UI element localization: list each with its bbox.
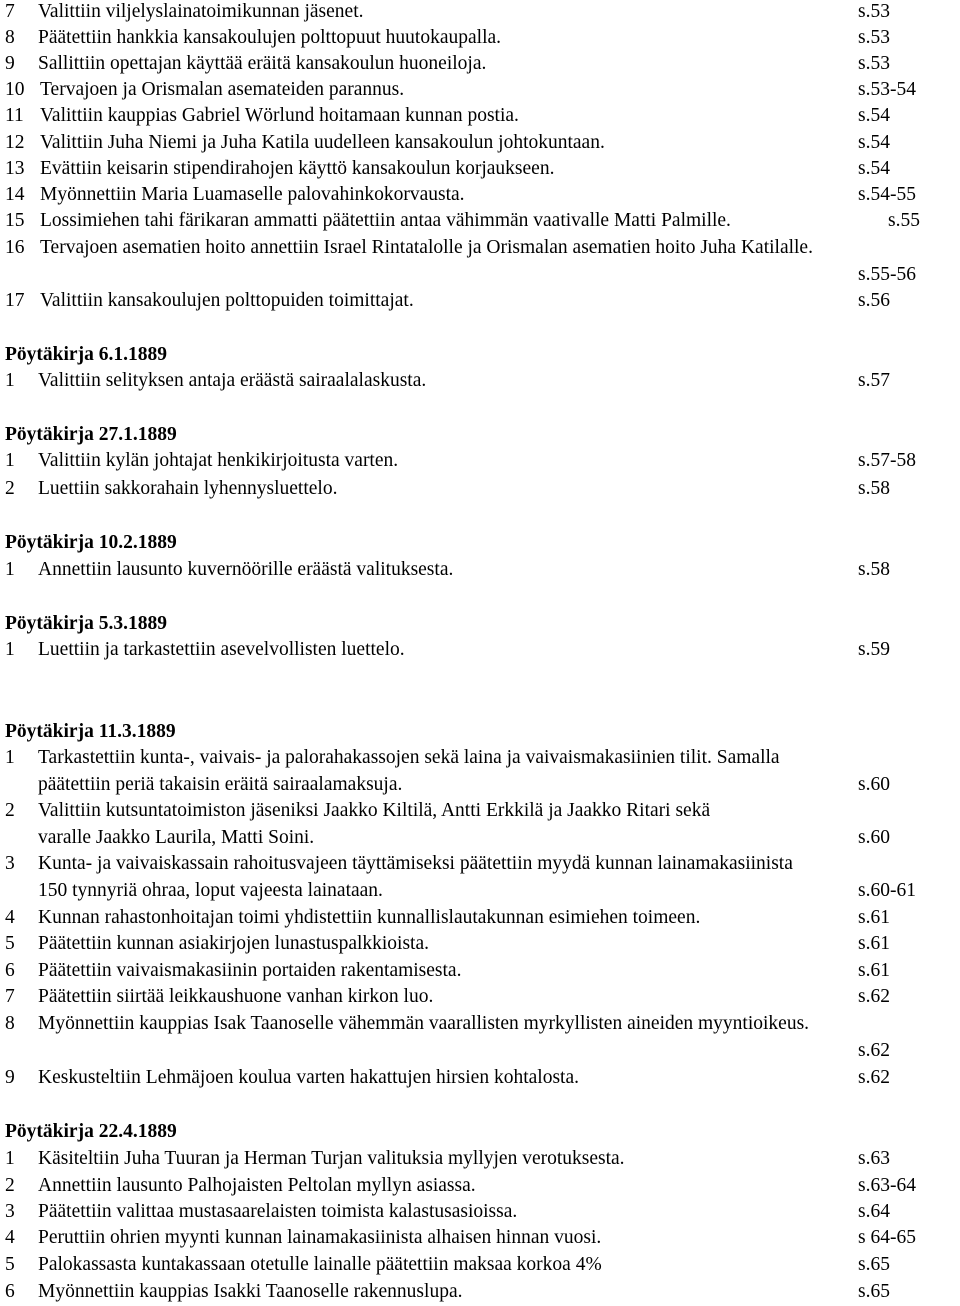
index-entry-continuation [0, 878, 960, 904]
page-reference: s.60 [858, 774, 890, 795]
index-entry-continuation [0, 772, 960, 798]
page-reference: s 64-65 [858, 1227, 916, 1248]
index-entry [0, 557, 960, 583]
entry-text: Tervajoen asematien hoito annettiin Israel Rintatalolle ja Orismalan asematien hoito Juha Katilalle. [40, 237, 813, 258]
entry-text: Palokassasta kuntakassaan otetulle lainalle päätettiin maksaa korkoa 4% [38, 1254, 602, 1275]
entry-text: Valittiin kutsuntatoimiston jäseniksi Jaakko Kiltilä, Antti Erkkilä ja Jaakko Ritari sekä [38, 800, 711, 821]
entry-number: 16 [5, 237, 25, 258]
page-reference: s.60 [858, 827, 890, 848]
index-entry [0, 77, 960, 103]
page-reference: s.62 [858, 1040, 890, 1061]
entry-number: 7 [5, 986, 15, 1007]
entry-text: Valittiin Juha Niemi ja Juha Katila uudelleen kansakoulun johtokuntaan. [40, 132, 605, 153]
page-reference: s.62 [858, 1067, 890, 1088]
index-entry [0, 958, 960, 984]
page-reference: s.61 [858, 907, 890, 928]
index-entry [0, 103, 960, 129]
entry-number: 4 [5, 1227, 15, 1248]
entry-text: Keskusteltiin Lehmäjoen koulua varten hakattujen hirsien kohtalosta. [38, 1067, 579, 1088]
entry-number: 2 [5, 478, 15, 499]
entry-number: 15 [5, 210, 25, 231]
page-reference: s.65 [858, 1281, 890, 1302]
entry-number: 3 [5, 1201, 15, 1222]
index-entry [0, 182, 960, 208]
section-heading-text: Pöytäkirja 11.3.1889 [5, 721, 176, 742]
index-entry [0, 637, 960, 663]
page-reference: s.54 [858, 105, 890, 126]
section-heading-text: Pöytäkirja 5.3.1889 [5, 613, 167, 634]
index-entry [0, 798, 960, 824]
page-reference: s.58 [858, 478, 890, 499]
entry-number: 13 [5, 158, 25, 179]
entry-text: Päätettiin vaivaismakasiinin portaiden rakentamisesta. [38, 960, 462, 981]
page-reference: s.54-55 [858, 184, 916, 205]
index-entry [0, 51, 960, 77]
index-entry [0, 235, 960, 261]
index-entry-continuation [0, 825, 960, 851]
page-reference: s.53 [858, 53, 890, 74]
entry-number: 1 [5, 450, 15, 471]
entry-text: Kunta- ja vaivaiskassain rahoitusvajeen täyttämiseksi päätettiin myydä kunnan lainamakasiinista [38, 853, 793, 874]
page-reference: s.63-64 [858, 1175, 916, 1196]
entry-text: Myönnettiin kauppias Isakki Taanoselle rakennuslupa. [38, 1281, 463, 1302]
entry-number: 1 [5, 639, 15, 660]
page-reference: s.53 [858, 1, 890, 22]
entry-text: Käsiteltiin Juha Tuuran ja Herman Turjan valituksia myllyjen verotuksesta. [38, 1148, 625, 1169]
entry-number: 10 [5, 79, 25, 100]
page-reference: s.62 [858, 986, 890, 1007]
entry-text: Peruttiin ohrien myynti kunnan lainamakasiinista alhaisen hinnan vuosi. [38, 1227, 602, 1248]
entry-number: 2 [5, 800, 15, 821]
index-entry [0, 0, 960, 25]
entry-text: Päätettiin hankkia kansakoulujen polttopuut huutokaupalla. [38, 27, 502, 48]
index-entry [0, 1252, 960, 1278]
index-entry [0, 1279, 960, 1305]
entry-text: Myönnettiin kauppias Isak Taanoselle vähemmän vaarallisten myrkyllisten aineiden myyntioikeus. [38, 1013, 810, 1034]
entry-number: 1 [5, 370, 15, 391]
index-entry-continuation [0, 1038, 960, 1064]
section-heading [0, 1119, 960, 1145]
index-entry [0, 25, 960, 51]
page-reference: s.57 [858, 370, 890, 391]
entry-number: 1 [5, 747, 15, 768]
page-reference: s.55 [888, 210, 920, 231]
entry-text: Valittiin kansakoulujen polttopuiden toimittajat. [40, 290, 414, 311]
page-reference: s.55-56 [858, 264, 916, 285]
page-reference: s.53 [858, 27, 890, 48]
entry-number: 9 [5, 53, 15, 74]
entry-number: 5 [5, 1254, 15, 1275]
entry-text: Myönnettiin Maria Luamaselle palovahinkokorvausta. [40, 184, 465, 205]
section-heading [0, 530, 960, 556]
index-entry [0, 1173, 960, 1199]
entry-number: 8 [5, 1013, 15, 1034]
page-reference: s.60-61 [858, 880, 916, 901]
entry-text: Lossimiehen tahi färikaran ammatti päätettiin antaa vähimmän vaativalle Matti Palmille. [40, 210, 731, 231]
entry-number: 3 [5, 853, 15, 874]
page-reference: s.61 [858, 933, 890, 954]
entry-text: Evättiin keisarin stipendirahojen käyttö kansakoulun korjaukseen. [40, 158, 555, 179]
entry-number: 12 [5, 132, 25, 153]
index-entry [0, 288, 960, 314]
index-entry [0, 931, 960, 957]
entry-text: Kunnan rahastonhoitajan toimi yhdistettiin kunnallislautakunnan esimiehen toimeen. [38, 907, 701, 928]
index-entry [0, 208, 960, 234]
entry-text: Tervajoen ja Orismalan asemateiden parannus. [40, 79, 405, 100]
index-entry [0, 1199, 960, 1225]
section-heading-text: Pöytäkirja 27.1.1889 [5, 424, 177, 445]
page-reference: s.57-58 [858, 450, 916, 471]
entry-number: 2 [5, 1175, 15, 1196]
section-heading [0, 342, 960, 368]
entry-number: 11 [5, 105, 24, 126]
entry-text: Päätettiin kunnan asiakirjojen lunastuspalkkioista. [38, 933, 430, 954]
section-heading [0, 719, 960, 745]
entry-text: Valittiin kylän johtajat henkikirjoitusta varten. [38, 450, 399, 471]
entry-number: 1 [5, 1148, 15, 1169]
index-entry [0, 448, 960, 474]
index-entry [0, 130, 960, 156]
entry-number: 7 [5, 1, 15, 22]
section-heading-text: Pöytäkirja 6.1.1889 [5, 344, 167, 365]
index-entry-continuation [0, 262, 960, 288]
entry-number: 4 [5, 907, 15, 928]
index-entry [0, 745, 960, 771]
entry-text: Valittiin kauppias Gabriel Wörlund hoitamaan kunnan postia. [40, 105, 519, 126]
entry-number: 6 [5, 1281, 15, 1302]
entry-text: Tarkastettiin kunta-, vaivais- ja palorahakassojen sekä laina ja vaivaismakasiinien tilit. Samalla [38, 747, 780, 768]
section-heading-text: Pöytäkirja 10.2.1889 [5, 532, 177, 553]
index-entry [0, 984, 960, 1010]
page-reference: s.65 [858, 1254, 890, 1275]
index-entry [0, 156, 960, 182]
page-reference: s.58 [858, 559, 890, 580]
entry-text: Valittiin viljelyslainatoimikunnan jäsenet. [38, 1, 364, 22]
page-reference: s.64 [858, 1201, 890, 1222]
index-entry [0, 1011, 960, 1037]
entry-text: Päätettiin valittaa mustasaarelaisten toimista kalastusasioissa. [38, 1201, 518, 1222]
entry-text-continued: päätettiin periä takaisin eräitä sairaalamaksuja. [38, 774, 403, 795]
section-heading [0, 611, 960, 637]
entry-number: 8 [5, 27, 15, 48]
page-reference: s.63 [858, 1148, 890, 1169]
index-entry [0, 476, 960, 502]
page-reference: s.59 [858, 639, 890, 660]
entry-text-continued: varalle Jaakko Laurila, Matti Soini. [38, 827, 315, 848]
entry-number: 14 [5, 184, 25, 205]
entry-text: Päätettiin siirtää leikkaushuone vanhan kirkon luo. [38, 986, 434, 1007]
page-reference: s.53-54 [858, 79, 916, 100]
entry-number: 1 [5, 559, 15, 580]
index-entry [0, 1065, 960, 1091]
index-entry [0, 1225, 960, 1251]
page-reference: s.61 [858, 960, 890, 981]
entry-number: 9 [5, 1067, 15, 1088]
section-heading [0, 422, 960, 448]
entry-number: 5 [5, 933, 15, 954]
page-reference: s.54 [858, 132, 890, 153]
entry-text: Luettiin sakkorahain lyhennysluettelo. [38, 478, 338, 499]
index-entry [0, 1146, 960, 1172]
index-entry [0, 905, 960, 931]
page-reference: s.56 [858, 290, 890, 311]
page-reference: s.54 [858, 158, 890, 179]
entry-text: Sallittiin opettajan käyttää eräitä kansakoulun huoneiloja. [38, 53, 487, 74]
entry-text: Annettiin lausunto Palhojaisten Peltolan myllyn asiassa. [38, 1175, 476, 1196]
entry-text: Luettiin ja tarkastettiin asevelvollisten luettelo. [38, 639, 405, 660]
index-entry [0, 851, 960, 877]
entry-text: Annettiin lausunto kuvernöörille eräästä valituksesta. [38, 559, 454, 580]
entry-number: 6 [5, 960, 15, 981]
entry-text-continued: 150 tynnyriä ohraa, loput vajeesta lainataan. [38, 880, 383, 901]
index-entry [0, 368, 960, 394]
section-heading-text: Pöytäkirja 22.4.1889 [5, 1121, 177, 1142]
entry-number: 17 [5, 290, 25, 311]
entry-text: Valittiin selityksen antaja eräästä sairaalalaskusta. [38, 370, 427, 391]
